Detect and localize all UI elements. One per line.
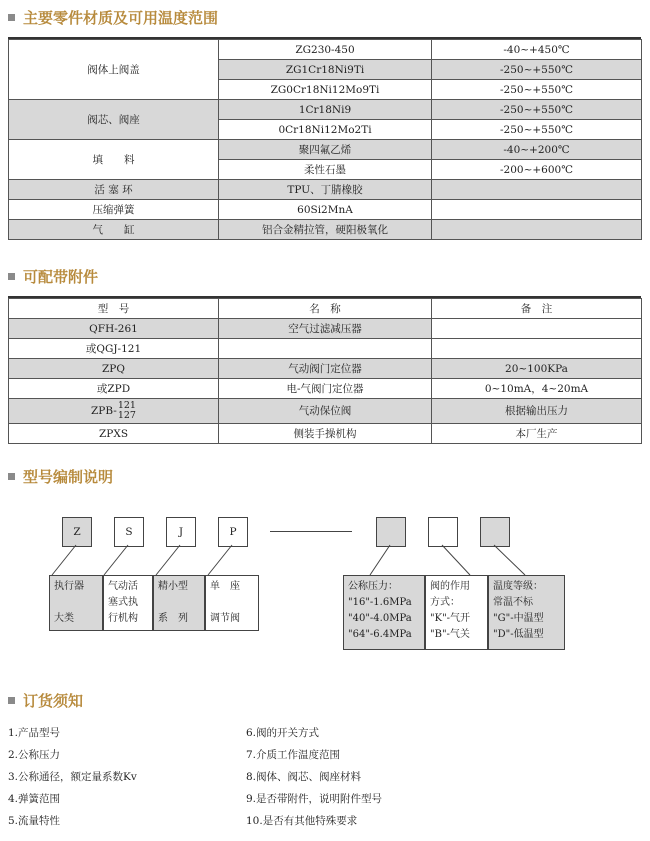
list-item: 3.公称通径，额定量系数Kv bbox=[8, 771, 137, 783]
material-cell: ZG1Cr18Ni9Ti bbox=[219, 60, 432, 80]
model-cell: ZPQ bbox=[9, 359, 219, 379]
part-cell: 压缩弹簧 bbox=[9, 200, 219, 220]
name-cell: 侧装手操机构 bbox=[219, 424, 432, 444]
material-cell: 柔性石墨 bbox=[219, 160, 432, 180]
material-cell: ZG230-450 bbox=[219, 40, 432, 60]
material-cell: 铝合金精拉管，硬阳极氧化 bbox=[219, 220, 432, 240]
material-cell: ZG0Cr18Ni12Mo9Ti bbox=[219, 80, 432, 100]
code-box-j: J bbox=[166, 517, 196, 547]
header-cell: 备 注 bbox=[432, 299, 642, 319]
list-item: 4.弹簧范围 bbox=[8, 793, 61, 805]
model-cell: ZPB- 121 127 bbox=[9, 399, 219, 424]
list-item: 8.阀体、阀芯、阀座材料 bbox=[246, 771, 362, 783]
part-cell: 阀芯、阀座 bbox=[9, 100, 219, 140]
part-cell: 活 塞 环 bbox=[9, 180, 219, 200]
list-item: 5.流量特性 bbox=[8, 815, 61, 827]
list-item: 10.是否有其他特殊要求 bbox=[246, 815, 358, 827]
part-cell: 气 缸 bbox=[9, 220, 219, 240]
desc-single-seat-valve: 单 座 调节阀 bbox=[205, 575, 259, 631]
material-cell: TPU、丁腈橡胶 bbox=[219, 180, 432, 200]
section-title-materials: 主要零件材质及可用温度范围 bbox=[8, 7, 218, 28]
temp-cell: -40~+200℃ bbox=[432, 140, 642, 160]
name-cell: 电-气阀门定位器 bbox=[219, 379, 432, 399]
desc-valve-action: 阀的作用 方式： "K"-气开 "B"-气关 bbox=[425, 575, 488, 650]
temp-cell: -200~+600℃ bbox=[432, 160, 642, 180]
code-box-z: Z bbox=[62, 517, 92, 547]
material-cell: 1Cr18Ni9 bbox=[219, 100, 432, 120]
desc-compact-series: 精小型 系 列 bbox=[153, 575, 205, 631]
desc-nominal-pressure: 公称压力： "16"-1.6MPa "40"-4.0MPa "64"-6.4MPa bbox=[343, 575, 425, 650]
list-item: 1.产品型号 bbox=[8, 727, 61, 739]
material-cell: 60Si2MnA bbox=[219, 200, 432, 220]
note-cell: 本厂生产 bbox=[432, 424, 642, 444]
part-cell: 阀体上阀盖 bbox=[9, 40, 219, 100]
name-cell: 空气过滤减压器 bbox=[219, 319, 432, 339]
name-cell: 气动保位阀 bbox=[219, 399, 432, 424]
model-cell: ZPXS bbox=[9, 424, 219, 444]
section-title-ordering: 订货须知 bbox=[8, 690, 83, 711]
header-cell: 型 号 bbox=[9, 299, 219, 319]
temp-cell: -250~+550℃ bbox=[432, 100, 642, 120]
list-item: 7.介质工作温度范围 bbox=[246, 749, 341, 761]
material-cell: 0Cr18Ni12Mo2Ti bbox=[219, 120, 432, 140]
list-item: 2.公称压力 bbox=[8, 749, 61, 761]
desc-actuator-class: 执行器 大类 bbox=[49, 575, 103, 631]
part-cell: 填 料 bbox=[9, 140, 219, 180]
bullet-square-icon bbox=[8, 697, 15, 704]
header-cell: 名 称 bbox=[219, 299, 432, 319]
note-cell: 20~100KPa bbox=[432, 359, 642, 379]
list-item: 9.是否带附件，说明附件型号 bbox=[246, 793, 383, 805]
name-cell: 气动阀门定位器 bbox=[219, 359, 432, 379]
material-cell: 聚四氟乙烯 bbox=[219, 140, 432, 160]
model-cell: QFH-261 bbox=[9, 319, 219, 339]
code-box-p: P bbox=[218, 517, 248, 547]
desc-temperature-grade: 温度等级： 常温不标 "G"-中温型 "D"-低温型 bbox=[488, 575, 565, 650]
code-box-s: S bbox=[114, 517, 144, 547]
temp-cell: -250~+550℃ bbox=[432, 60, 642, 80]
temp-cell: -40~+450℃ bbox=[432, 40, 642, 60]
note-cell: 根据输出压力 bbox=[432, 399, 642, 424]
temp-cell: -250~+550℃ bbox=[432, 80, 642, 100]
section-title-model-code: 型号编制说明 bbox=[8, 466, 113, 487]
model-cell: 或QGJ-121 bbox=[9, 339, 219, 359]
desc-piston-actuator: 气动活 塞式执 行机构 bbox=[103, 575, 153, 631]
list-item: 6.阀的开关方式 bbox=[246, 727, 320, 739]
note-cell: 0~10mA，4~20mA bbox=[432, 379, 642, 399]
model-cell: 或ZPD bbox=[9, 379, 219, 399]
temp-cell: -250~+550℃ bbox=[432, 120, 642, 140]
section-title-accessories: 可配带附件 bbox=[8, 266, 98, 287]
